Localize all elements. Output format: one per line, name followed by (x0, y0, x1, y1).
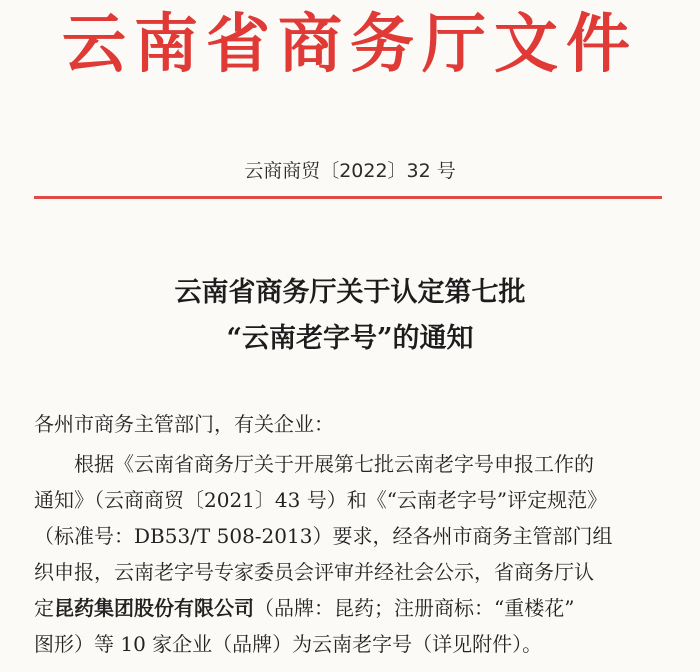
company-name: 昆药集团股份有限公司 (54, 596, 254, 620)
body-line-5 (34, 593, 674, 623)
document-number: 云商商贸〔2022〕32 号 (244, 160, 456, 182)
notice-title-line2: “云南老字号”的通知 (226, 323, 474, 354)
body-line-6: 图形）等 10 家企业（品牌）为云南老字号（详见附件）。 (34, 632, 543, 656)
body-line-5-suffix: （品牌：昆药；注册商标：“重楼花” (254, 596, 575, 620)
document-header-title: 云南省商务厅文件 (62, 7, 638, 82)
body-line-4: 织申报，云南老字号专家委员会评审并经社会公示，省商务厅认 (34, 560, 594, 584)
body-line-5-prefix: 定 (34, 596, 54, 620)
salutation: 各州市商务主管部门，有关企业： (34, 412, 334, 436)
body-line-3: （标准号：DB53/T 508-2013）要求，经各州市商务主管部门组 (34, 524, 613, 548)
notice-title-line1: 云南省商务厅关于认定第七批 (174, 277, 526, 308)
red-divider-line (34, 196, 662, 199)
body-line-1: 根据《云南省商务厅关于开展第七批云南老字号申报工作的 (74, 452, 594, 476)
body-line-2: 通知》（云商商贸〔2021〕43 号）和《“云南老字号”评定规范》 (34, 488, 608, 512)
